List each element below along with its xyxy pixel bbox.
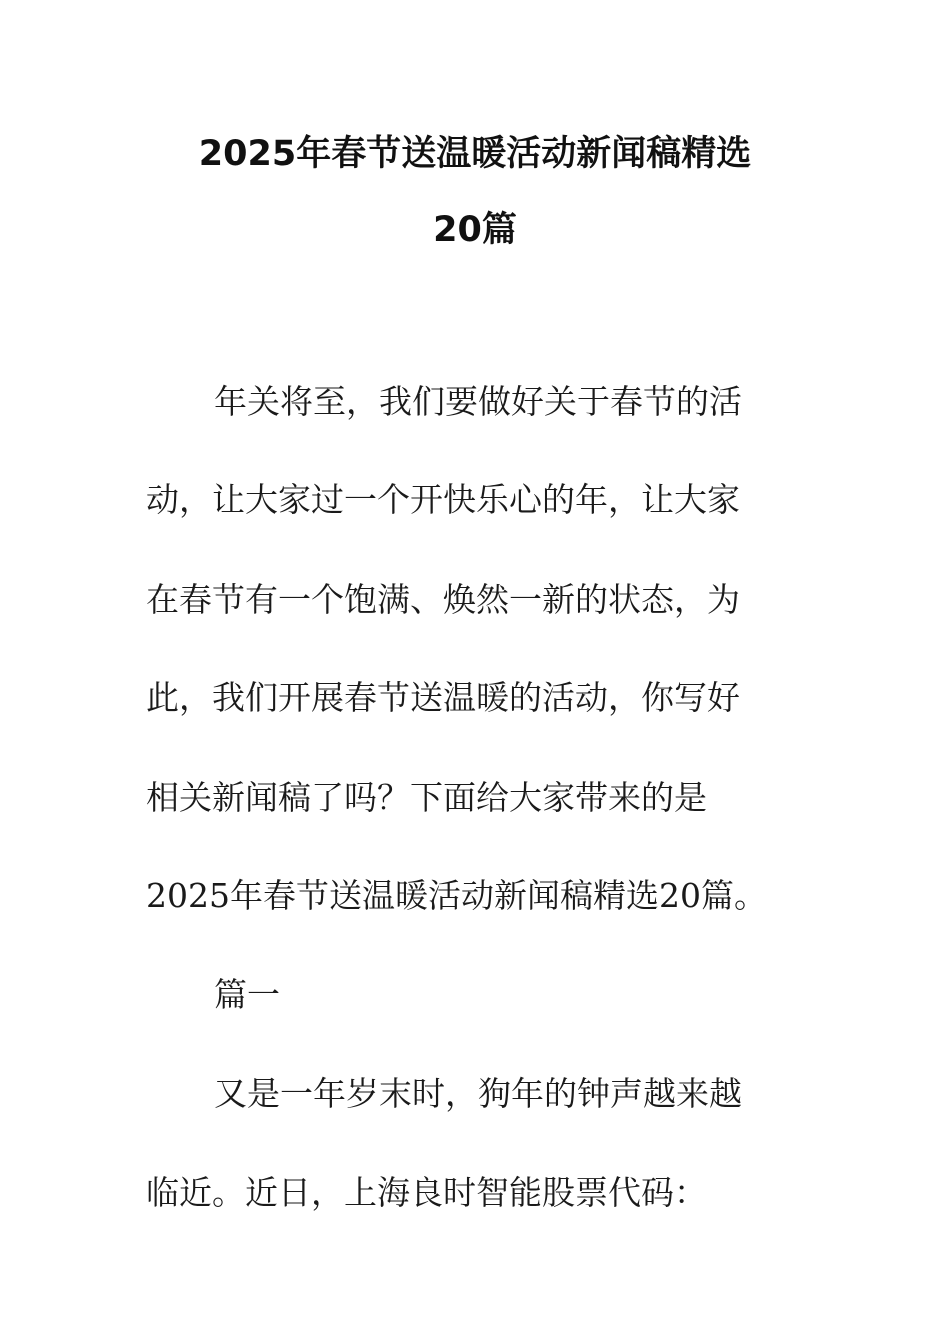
paragraph-line-1: 年关将至，我们要做好关于春节的活 xyxy=(214,382,742,421)
paragraph-line-3: 在春节有一个饱满、焕然一新的状态，为 xyxy=(146,580,740,619)
paragraph-line-6: 2025年春节送温暖活动新闻稿精选20篇。 xyxy=(146,876,767,915)
paragraph-line-7: 又是一年岁末时，狗年的钟声越来越 xyxy=(214,1074,742,1113)
paragraph-line-5: 相关新闻稿了吗？下面给大家带来的是 xyxy=(146,778,707,817)
paragraph-line-8: 临近。近日，上海良时智能股票代码： xyxy=(146,1173,707,1212)
document-title-line-1: 2025年春节送温暖活动新闻稿精选 xyxy=(198,134,752,174)
document-title-line-2: 20篇 xyxy=(433,210,517,250)
paragraph-line-2: 动，让大家过一个开快乐心的年，让大家 xyxy=(146,480,740,519)
section-heading-part-one: 篇一 xyxy=(214,975,280,1014)
paragraph-line-4: 此，我们开展春节送温暖的活动，你写好 xyxy=(146,678,740,717)
